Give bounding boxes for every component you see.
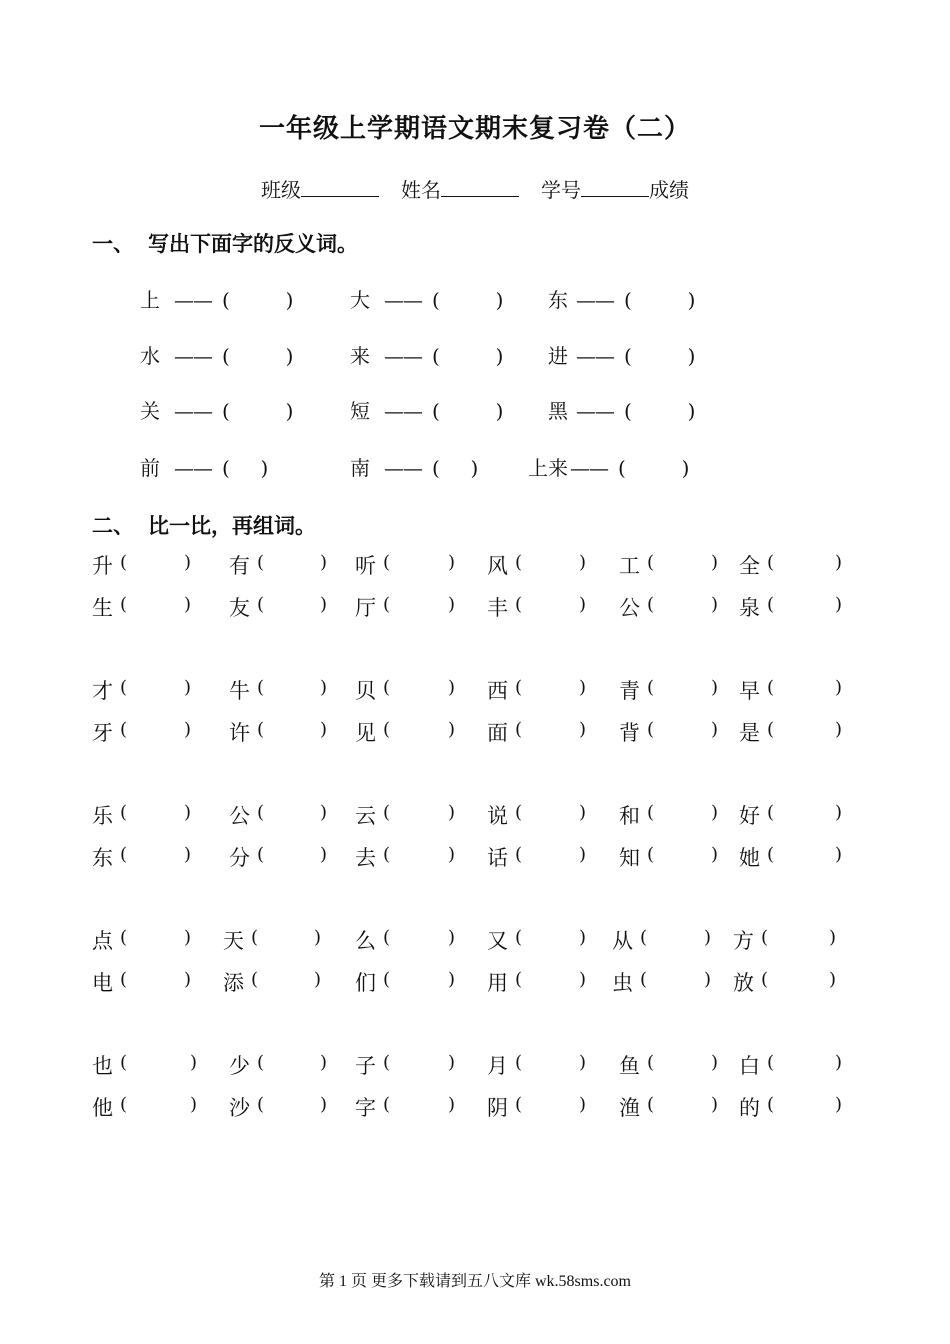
compare-char: 知 [619, 846, 640, 870]
compare-row [0, 592, 950, 622]
class-blank[interactable] [301, 178, 379, 197]
dash-symbol: —— [174, 399, 212, 423]
answer-blank-close: ) [711, 844, 719, 865]
answer-blank-open[interactable]: ( [257, 594, 265, 615]
answer-blank-open[interactable]: ( [257, 552, 265, 573]
answer-blank-close: ) [448, 594, 456, 615]
answer-blank[interactable]: ( ) [432, 344, 508, 368]
compare-char: 放 [733, 971, 754, 995]
answer-blank-open[interactable]: ( [257, 802, 265, 823]
compare-row [0, 967, 950, 997]
answer-blank-close: ) [579, 594, 587, 615]
answer-blank-close: ) [190, 1094, 198, 1115]
answer-blank-open[interactable]: ( [120, 719, 128, 740]
answer-blank-open[interactable]: ( [120, 927, 128, 948]
compare-char: 西 [487, 679, 508, 703]
answer-blank-close: ) [320, 1052, 328, 1073]
compare-char: 去 [355, 846, 376, 870]
answer-blank-open[interactable]: ( [383, 594, 391, 615]
antonym-char: 上来 [528, 456, 568, 480]
answer-blank-close: ) [320, 594, 328, 615]
antonym-item [350, 284, 507, 313]
answer-blank-open[interactable]: ( [515, 719, 523, 740]
answer-blank-open[interactable]: ( [383, 844, 391, 865]
compare-char: 点 [92, 929, 113, 953]
compare-char: 全 [739, 554, 760, 578]
compare-row [0, 842, 950, 872]
answer-blank-close: ) [314, 969, 322, 990]
compare-row [0, 800, 950, 830]
answer-blank-open[interactable]: ( [647, 1094, 655, 1115]
answer-blank-close: ) [320, 552, 328, 573]
answer-blank[interactable]: ( ) [432, 456, 485, 480]
compare-char: 见 [355, 721, 376, 745]
answer-blank-close: ) [579, 802, 587, 823]
compare-row [0, 925, 950, 955]
answer-blank-close: ) [320, 1094, 328, 1115]
compare-char: 月 [487, 1054, 508, 1078]
compare-char: 子 [355, 1054, 376, 1078]
answer-blank-close: ) [829, 969, 837, 990]
compare-char: 说 [487, 804, 508, 828]
compare-char: 公 [619, 596, 640, 620]
answer-blank-close: ) [579, 844, 587, 865]
answer-blank-close: ) [711, 1052, 719, 1073]
compare-char: 青 [619, 679, 640, 703]
answer-blank-close: ) [835, 1052, 843, 1073]
id-blank[interactable] [581, 178, 649, 197]
compare-char: 贝 [355, 679, 376, 703]
answer-blank-close: ) [448, 802, 456, 823]
compare-char: 方 [733, 929, 754, 953]
compare-char: 天 [223, 929, 244, 953]
answer-blank-close: ) [835, 1094, 843, 1115]
compare-char: 添 [223, 971, 244, 995]
dash-symbol: —— [384, 344, 422, 368]
compare-char: 阴 [487, 1096, 508, 1120]
answer-blank-open[interactable]: ( [647, 802, 655, 823]
antonym-char: 水 [140, 344, 160, 368]
antonym-char: 短 [350, 399, 370, 423]
compare-char: 才 [92, 679, 113, 703]
answer-blank-open[interactable]: ( [383, 969, 391, 990]
compare-char: 沙 [229, 1096, 250, 1120]
compare-char: 她 [739, 846, 760, 870]
answer-blank-open[interactable]: ( [767, 1094, 775, 1115]
answer-blank-close: ) [579, 1052, 587, 1073]
name-blank[interactable] [441, 178, 519, 197]
answer-blank[interactable]: ( ) [222, 288, 298, 312]
answer-blank-open[interactable]: ( [767, 552, 775, 573]
answer-blank-close: ) [448, 927, 456, 948]
antonym-char: 东 [548, 288, 568, 312]
answer-blank-close: ) [711, 552, 719, 573]
answer-blank-open[interactable]: ( [647, 677, 655, 698]
dash-symbol: —— [174, 288, 212, 312]
answer-blank-close: ) [184, 719, 192, 740]
answer-blank-open[interactable]: ( [120, 1094, 128, 1115]
answer-blank-close: ) [184, 552, 192, 573]
answer-blank[interactable]: ( ) [432, 288, 508, 312]
antonym-item [528, 452, 693, 481]
answer-blank-close: ) [835, 677, 843, 698]
answer-blank-close: ) [829, 927, 837, 948]
compare-char: 分 [229, 846, 250, 870]
answer-blank-open[interactable]: ( [515, 927, 523, 948]
answer-blank-open[interactable]: ( [257, 1094, 265, 1115]
antonym-row [0, 284, 950, 314]
compare-char: 有 [229, 554, 250, 578]
dash-symbol: —— [576, 344, 614, 368]
answer-blank-open[interactable]: ( [383, 802, 391, 823]
answer-blank-open[interactable]: ( [383, 1052, 391, 1073]
answer-blank[interactable]: ( ) [222, 456, 275, 480]
compare-char: 鱼 [619, 1054, 640, 1078]
student-info-line [0, 174, 950, 203]
antonym-char: 上 [140, 288, 160, 312]
answer-blank-open[interactable]: ( [383, 552, 391, 573]
answer-blank-open[interactable]: ( [647, 844, 655, 865]
antonym-item [350, 340, 507, 369]
answer-blank-open[interactable]: ( [383, 677, 391, 698]
answer-blank-open[interactable]: ( [251, 927, 259, 948]
answer-blank-open[interactable]: ( [257, 1052, 265, 1073]
antonym-item [548, 340, 699, 369]
antonym-item [350, 395, 507, 424]
compare-char: 乐 [92, 804, 113, 828]
answer-blank[interactable]: ( ) [624, 288, 700, 312]
compare-char: 白 [739, 1054, 760, 1078]
answer-blank-open[interactable]: ( [640, 969, 648, 990]
answer-blank-close: ) [711, 1094, 719, 1115]
answer-blank-open[interactable]: ( [515, 594, 523, 615]
compare-char: 字 [355, 1096, 376, 1120]
answer-blank-open[interactable]: ( [767, 802, 775, 823]
answer-blank-close: ) [835, 552, 843, 573]
antonym-item [548, 395, 699, 424]
section1-number: 一、 [92, 232, 134, 256]
section1-title: 写出下面字的反义词。 [148, 232, 358, 256]
answer-blank-open[interactable]: ( [120, 969, 128, 990]
class-label: 班级 [261, 178, 301, 202]
answer-blank-close: ) [448, 969, 456, 990]
compare-row [0, 675, 950, 705]
answer-blank-close: ) [711, 677, 719, 698]
answer-blank-close: ) [579, 927, 587, 948]
antonym-row [0, 395, 950, 425]
dash-symbol: —— [576, 399, 614, 423]
answer-blank[interactable]: ( ) [624, 344, 700, 368]
compare-char: 生 [92, 596, 113, 620]
answer-blank-open[interactable]: ( [647, 719, 655, 740]
answer-blank-close: ) [579, 552, 587, 573]
answer-blank-open[interactable]: ( [761, 969, 769, 990]
answer-blank-close: ) [320, 844, 328, 865]
answer-blank-close: ) [320, 802, 328, 823]
answer-blank-open[interactable]: ( [767, 1052, 775, 1073]
compare-char: 东 [92, 846, 113, 870]
compare-char: 么 [355, 929, 376, 953]
compare-char: 也 [92, 1054, 113, 1078]
answer-blank-open[interactable]: ( [251, 969, 259, 990]
answer-blank-open[interactable]: ( [647, 1052, 655, 1073]
compare-char: 公 [229, 804, 250, 828]
compare-char: 从 [612, 929, 633, 953]
antonym-char: 南 [350, 456, 370, 480]
answer-blank-close: ) [184, 844, 192, 865]
answer-blank-close: ) [320, 719, 328, 740]
dash-symbol: —— [576, 288, 614, 312]
answer-blank-open[interactable]: ( [120, 844, 128, 865]
section1-heading [92, 228, 358, 258]
answer-blank-close: ) [835, 802, 843, 823]
compare-char: 厅 [355, 596, 376, 620]
answer-blank-close: ) [448, 552, 456, 573]
antonym-char: 大 [350, 288, 370, 312]
compare-char: 背 [619, 721, 640, 745]
score-label: 成绩 [649, 178, 689, 202]
answer-blank-open[interactable]: ( [383, 719, 391, 740]
answer-blank[interactable]: ( ) [618, 456, 694, 480]
answer-blank-open[interactable]: ( [257, 844, 265, 865]
answer-blank-close: ) [184, 677, 192, 698]
compare-char: 好 [739, 804, 760, 828]
antonym-char: 关 [140, 399, 160, 423]
id-label: 学号 [541, 178, 581, 202]
answer-blank-open[interactable]: ( [120, 1052, 128, 1073]
compare-row [0, 717, 950, 747]
answer-blank[interactable]: ( ) [222, 344, 298, 368]
answer-blank-close: ) [314, 927, 322, 948]
compare-char: 是 [739, 721, 760, 745]
answer-blank-close: ) [184, 927, 192, 948]
answer-blank-close: ) [448, 1052, 456, 1073]
compare-char: 电 [92, 971, 113, 995]
answer-blank-open[interactable]: ( [515, 1094, 523, 1115]
answer-blank-close: ) [579, 719, 587, 740]
compare-row [0, 550, 950, 580]
answer-blank-close: ) [835, 594, 843, 615]
antonym-char: 来 [350, 344, 370, 368]
answer-blank-close: ) [704, 927, 712, 948]
answer-blank-open[interactable]: ( [767, 844, 775, 865]
dash-symbol: —— [174, 344, 212, 368]
answer-blank-close: ) [184, 969, 192, 990]
answer-blank-open[interactable]: ( [120, 552, 128, 573]
compare-char: 早 [739, 679, 760, 703]
answer-blank-open[interactable]: ( [647, 594, 655, 615]
antonym-item [350, 452, 484, 481]
compare-char: 少 [229, 1054, 250, 1078]
compare-char: 牛 [229, 679, 250, 703]
answer-blank-close: ) [711, 594, 719, 615]
compare-char: 面 [487, 721, 508, 745]
compare-char: 他 [92, 1096, 113, 1120]
antonym-item [140, 452, 274, 481]
antonym-char: 进 [548, 344, 568, 368]
answer-blank-open[interactable]: ( [120, 677, 128, 698]
antonym-row [0, 340, 950, 370]
antonym-item [548, 284, 699, 313]
compare-char: 和 [619, 804, 640, 828]
answer-blank-open[interactable]: ( [767, 594, 775, 615]
answer-blank-open[interactable]: ( [761, 927, 769, 948]
antonym-char: 黑 [548, 399, 568, 423]
answer-blank[interactable]: ( ) [432, 399, 508, 423]
dash-symbol: —— [384, 399, 422, 423]
answer-blank-open[interactable]: ( [383, 1094, 391, 1115]
answer-blank-close: ) [704, 969, 712, 990]
answer-blank-close: ) [320, 677, 328, 698]
compare-char: 的 [739, 1096, 760, 1120]
dash-symbol: —— [384, 288, 422, 312]
answer-blank-close: ) [579, 1094, 587, 1115]
section2-heading [92, 510, 316, 540]
answer-blank-open[interactable]: ( [515, 969, 523, 990]
answer-blank-open[interactable]: ( [257, 677, 265, 698]
page-title: 一年级上学期语文期末复习卷（二） [258, 114, 691, 144]
answer-blank-open[interactable]: ( [515, 1052, 523, 1073]
compare-char: 牙 [92, 721, 113, 745]
compare-char: 虫 [612, 971, 633, 995]
compare-char: 云 [355, 804, 376, 828]
answer-blank-close: ) [184, 594, 192, 615]
answer-blank-close: ) [448, 844, 456, 865]
answer-blank[interactable]: ( ) [222, 399, 298, 423]
page-footer: 第 1 页 更多下载请到五八文库 wk.58sms.com [318, 1273, 631, 1290]
dash-symbol: —— [384, 456, 422, 480]
compare-char: 话 [487, 846, 508, 870]
compare-char: 丰 [487, 596, 508, 620]
answer-blank-open[interactable]: ( [515, 844, 523, 865]
compare-char: 许 [229, 721, 250, 745]
compare-row [0, 1050, 950, 1080]
answer-blank-close: ) [711, 719, 719, 740]
compare-char: 友 [229, 596, 250, 620]
answer-blank-open[interactable]: ( [767, 719, 775, 740]
answer-blank-close: ) [835, 719, 843, 740]
compare-char: 渔 [619, 1096, 640, 1120]
name-label: 姓名 [401, 178, 441, 202]
answer-blank-open[interactable]: ( [647, 552, 655, 573]
compare-char: 工 [619, 554, 640, 578]
section2-number: 二、 [92, 514, 134, 538]
compare-char: 听 [355, 554, 376, 578]
dash-symbol: —— [570, 456, 608, 480]
answer-blank-close: ) [448, 1094, 456, 1115]
dash-symbol: —— [174, 456, 212, 480]
antonym-item [140, 284, 297, 313]
antonym-item [140, 395, 297, 424]
answer-blank-close: ) [711, 802, 719, 823]
answer-blank-close: ) [835, 844, 843, 865]
answer-blank-close: ) [184, 802, 192, 823]
answer-blank-close: ) [579, 969, 587, 990]
answer-blank-close: ) [579, 677, 587, 698]
answer-blank-close: ) [448, 719, 456, 740]
compare-char: 用 [487, 971, 508, 995]
compare-char: 又 [487, 929, 508, 953]
antonym-row [0, 452, 950, 482]
answer-blank-open[interactable]: ( [383, 927, 391, 948]
antonym-item [140, 340, 297, 369]
compare-char: 升 [92, 554, 113, 578]
compare-char: 风 [487, 554, 508, 578]
section2-title: 比一比，再组词。 [148, 514, 316, 538]
answer-blank-open[interactable]: ( [257, 719, 265, 740]
answer-blank-close: ) [448, 677, 456, 698]
answer-blank-open[interactable]: ( [120, 802, 128, 823]
answer-blank-open[interactable]: ( [767, 677, 775, 698]
compare-char: 泉 [739, 596, 760, 620]
answer-blank-open[interactable]: ( [120, 594, 128, 615]
compare-row [0, 1092, 950, 1122]
answer-blank-open[interactable]: ( [515, 552, 523, 573]
answer-blank-close: ) [190, 1052, 198, 1073]
answer-blank-open[interactable]: ( [515, 677, 523, 698]
compare-char: 们 [355, 971, 376, 995]
antonym-char: 前 [140, 456, 160, 480]
answer-blank[interactable]: ( ) [624, 399, 700, 423]
answer-blank-open[interactable]: ( [640, 927, 648, 948]
answer-blank-open[interactable]: ( [515, 802, 523, 823]
